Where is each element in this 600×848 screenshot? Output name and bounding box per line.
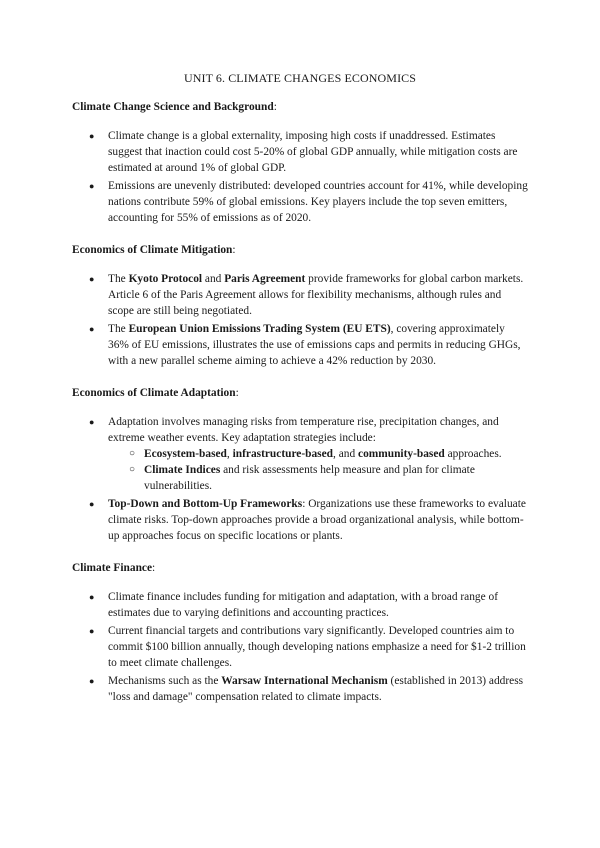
bullet-icon: ● xyxy=(89,626,95,636)
text-run: approaches. xyxy=(444,448,502,460)
section-heading xyxy=(72,560,528,576)
text-run: , and xyxy=(333,448,359,460)
list-item xyxy=(72,623,528,671)
hollow-bullet-icon: ○ xyxy=(129,448,136,459)
document-body xyxy=(72,99,528,705)
bullet-icon: ● xyxy=(89,274,95,284)
bullet-icon: ● xyxy=(89,181,95,191)
bullet-icon: ● xyxy=(89,592,95,602)
section-heading-colon: : xyxy=(273,101,277,113)
list-item xyxy=(72,321,528,369)
bold-term: Kyoto Protocol xyxy=(128,273,203,285)
section-heading-text: Economics of Climate Mitigation xyxy=(72,244,233,256)
section-heading-colon: : xyxy=(235,387,239,399)
bullet-icon: ● xyxy=(89,676,95,686)
bullet-icon: ● xyxy=(89,499,95,509)
sub-list-item xyxy=(108,446,528,462)
text-run: , covering approximately 36% of EU emissions, illustrates the use of emissions caps and permits in reducing GHGs, with a new parallel scheme aiming to achieve a 42% reduction by 2030. xyxy=(108,323,521,367)
bold-term: Climate Indices xyxy=(144,464,221,476)
bold-term: Warsaw International Mechanism xyxy=(221,675,388,687)
text-run: The xyxy=(108,273,129,285)
section-heading-text: Climate Change Science and Background xyxy=(72,101,274,113)
text-run: Climate finance includes funding for mitigation and adaptation, with a broad range of estimates due to varying definitions and accounting practices. xyxy=(108,591,499,619)
text-run: : Organizations use these frameworks to evaluate climate risks. Top-down approaches provide a broad organizational analysis, while bottom-up approaches focus on specific locations or plants. xyxy=(108,498,526,542)
bullet-icon: ● xyxy=(89,131,95,141)
bold-term: Ecosystem-based xyxy=(144,448,227,460)
section-heading-colon: : xyxy=(232,244,236,256)
section-heading xyxy=(72,385,528,401)
text-run: Adaptation involves managing risks from temperature rise, precipitation changes, and extreme weather events. Key adaptation strategies include: xyxy=(108,416,499,444)
text-run: (established in 2013) address "loss and damage" compensation related to climate impacts. xyxy=(108,675,524,703)
text-run: Emissions are unevenly distributed: developed countries account for 41%, while developing nations contribute 59% of global emissions. Key players include the top seven emitters, accounting for 55% of emissions as of 2020. xyxy=(108,180,528,224)
bold-term: community-based xyxy=(358,448,445,460)
list-item xyxy=(72,589,528,621)
sub-bullet-list xyxy=(108,446,528,494)
bullet-list xyxy=(72,589,528,705)
bold-term: infrastructure-based xyxy=(232,448,334,460)
section-heading-colon: : xyxy=(152,562,156,574)
list-item xyxy=(72,128,528,176)
hollow-bullet-icon: ○ xyxy=(129,464,136,475)
bold-term: Paris Agreement xyxy=(224,273,306,285)
text-run: provide frameworks for global carbon markets. Article 6 of the Paris Agreement allows for flexibility mechanisms, although rules and scope are still being negotiated. xyxy=(108,273,524,317)
text-run: Mechanisms such as the xyxy=(108,675,222,687)
bold-term: European Union Emissions Trading System (EU ETS) xyxy=(128,323,391,335)
bullet-list xyxy=(72,414,528,544)
text-run: Current financial targets and contributions vary significantly. Developed countries aim to commit $100 billion annually, though developing nations emphasize a need for $1-2 trillion to meet climate challenges. xyxy=(108,625,526,669)
text-run: The xyxy=(108,323,129,335)
bold-term: Top-Down and Bottom-Up Frameworks xyxy=(108,498,303,510)
section-heading xyxy=(72,99,528,115)
list-item xyxy=(72,414,528,494)
list-item xyxy=(72,271,528,319)
list-item xyxy=(72,496,528,544)
bullet-icon: ● xyxy=(89,417,95,427)
document-title: UNIT 6. CLIMATE CHANGES ECONOMICS xyxy=(183,71,417,85)
text-run: , xyxy=(226,448,233,460)
bullet-icon: ● xyxy=(89,324,95,334)
text-run: and risk assessments help measure and plan for climate vulnerabilities. xyxy=(144,464,475,492)
bullet-list xyxy=(72,271,528,369)
section-heading xyxy=(72,242,528,258)
section-heading-text: Economics of Climate Adaptation xyxy=(72,387,236,399)
text-run: Climate change is a global externality, imposing high costs if unaddressed. Estimates suggest that inaction could cost 5-20% of global GDP annually, while mitigation costs are estimated at around 1% of global GDP. xyxy=(108,130,518,174)
bullet-list xyxy=(72,128,528,226)
sub-list-item xyxy=(108,462,528,494)
text-run: and xyxy=(202,273,225,285)
list-item xyxy=(72,178,528,226)
section-heading-text: Climate Finance xyxy=(72,562,153,574)
list-item xyxy=(72,673,528,705)
